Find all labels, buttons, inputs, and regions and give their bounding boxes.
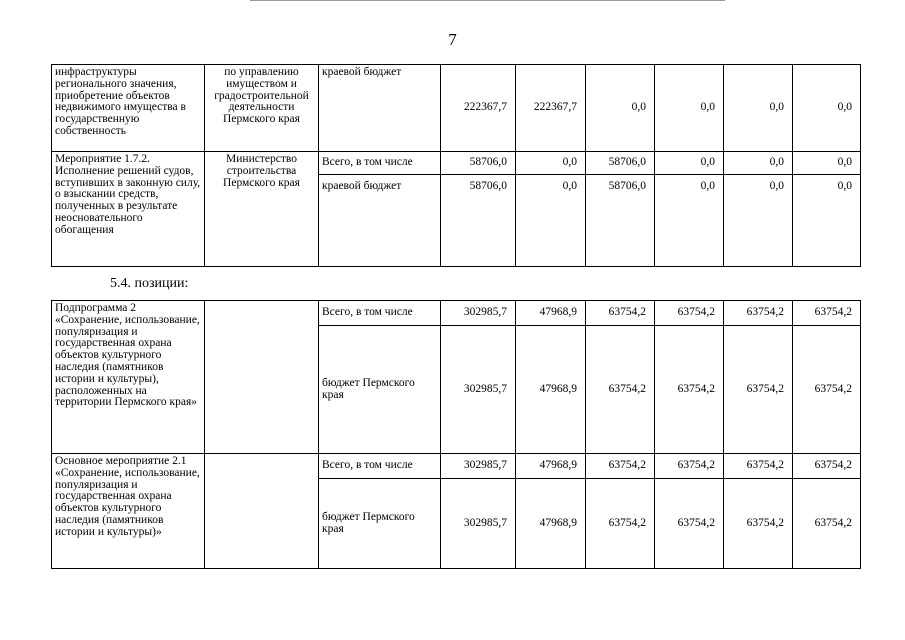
value-cell: 63754,2 [655,479,724,569]
table-row [52,454,861,479]
executor-cell [205,454,319,569]
value-cell: 58706,0 [586,175,655,267]
page-number: 7 [448,30,457,49]
value-cell: 58706,0 [586,152,655,175]
executor-cell [205,301,319,454]
value-cell: 63754,2 [724,479,793,569]
value-cell: 302985,7 [441,479,516,569]
value-cell: 58706,0 [441,152,516,175]
value-cell: 63754,2 [586,301,655,326]
value-cell: 63754,2 [586,454,655,479]
value-cell: 63754,2 [793,301,861,326]
activity-name-cell: Основное мероприятие 2.1 «Сохранение, использование, популяризация и государственная охрана объектов культурного наследия (памятников истории и культуры)» [52,454,205,569]
value-cell: 63754,2 [793,326,861,454]
value-cell: 63754,2 [724,301,793,326]
value-cell: 63754,2 [793,454,861,479]
value-cell: 0,0 [655,65,724,152]
activity-name-cell: инфраструктуры регионального значения, приобретение объектов недвижимого имущества в государственную собственность [52,65,205,152]
funding-source-cell: Всего, в том числе [319,152,441,175]
value-cell: 0,0 [516,152,586,175]
value-cell: 0,0 [724,152,793,175]
funding-source-cell: бюджет Пермского края [319,326,441,454]
value-cell: 0,0 [793,65,861,152]
value-cell: 222367,7 [516,65,586,152]
funding-source-cell: краевой бюджет [319,175,441,267]
value-cell: 63754,2 [655,301,724,326]
value-cell: 0,0 [586,65,655,152]
value-cell: 63754,2 [724,454,793,479]
value-cell: 47968,9 [516,326,586,454]
value-cell: 302985,7 [441,301,516,326]
top-border-line [250,0,725,1]
activity-name-cell: Подпрограмма 2 «Сохранение, использование, популяризация и государственная охрана объектов культурного наследия (памятников истории и культуры), расположенных на территории Пермского края» [52,301,205,454]
value-cell: 63754,2 [655,454,724,479]
value-cell: 0,0 [516,175,586,267]
budget-table-top [51,64,861,267]
value-cell: 63754,2 [586,326,655,454]
executor-cell: Министерство строительства Пермского края [205,152,319,267]
value-cell: 63754,2 [586,479,655,569]
value-cell: 0,0 [724,175,793,267]
funding-source-cell: Всего, в том числе [319,301,441,326]
value-cell: 47968,9 [516,301,586,326]
value-cell: 47968,9 [516,479,586,569]
executor-cell: по управлению имуществом и градостроительной деятельности Пермского края [205,65,319,152]
value-cell: 63754,2 [724,326,793,454]
table-row [52,65,861,152]
value-cell: 0,0 [793,152,861,175]
activity-name-cell: Мероприятие 1.7.2. Исполнение решений судов, вступивших в законную силу, о взыскании средств, полученных в результате неосновательного обогащения [52,152,205,267]
value-cell: 0,0 [655,175,724,267]
value-cell: 0,0 [724,65,793,152]
value-cell: 47968,9 [516,454,586,479]
funding-source-cell: краевой бюджет [319,65,441,152]
table-row [52,152,861,175]
value-cell: 0,0 [793,175,861,267]
funding-source-cell: бюджет Пермского края [319,479,441,569]
value-cell: 58706,0 [441,175,516,267]
value-cell: 0,0 [655,152,724,175]
table-row [52,301,861,326]
value-cell: 302985,7 [441,454,516,479]
value-cell: 302985,7 [441,326,516,454]
value-cell: 63754,2 [655,326,724,454]
value-cell: 222367,7 [441,65,516,152]
budget-table-bottom [51,300,861,569]
value-cell: 63754,2 [793,479,861,569]
section-title: 5.4. позиции: [110,276,189,291]
funding-source-cell: Всего, в том числе [319,454,441,479]
